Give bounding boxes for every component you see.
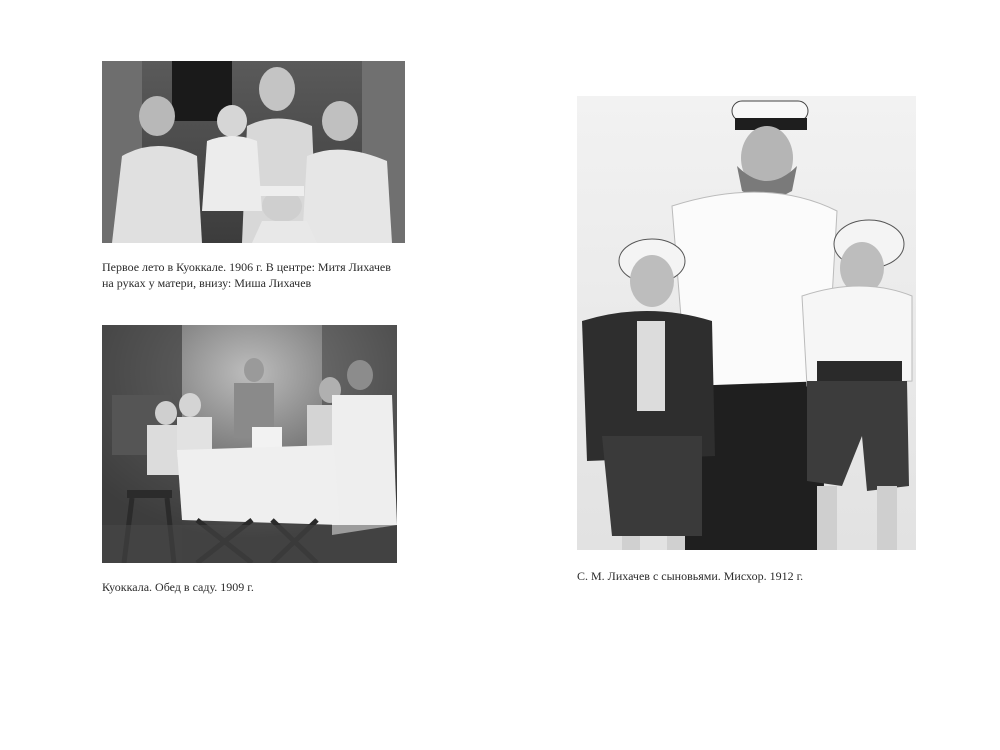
father-with-sons-photo (577, 96, 916, 550)
caption-line: Первое лето в Куоккале. 1906 г. В центре: Митя Лихачев (102, 260, 391, 274)
caption-line: С. М. Лихачев с сыновьями. Мисхор. 1912 г. (577, 569, 804, 583)
family-porch-photo (102, 61, 405, 243)
photo-2-caption (102, 579, 422, 595)
caption-line: на руках у матери, внизу: Миша Лихачев (102, 276, 312, 290)
photo-1-caption (102, 259, 422, 291)
garden-dinner-photo (102, 325, 397, 563)
photo-3-caption (577, 568, 937, 584)
caption-line: Куоккала. Обед в саду. 1909 г. (102, 580, 254, 594)
